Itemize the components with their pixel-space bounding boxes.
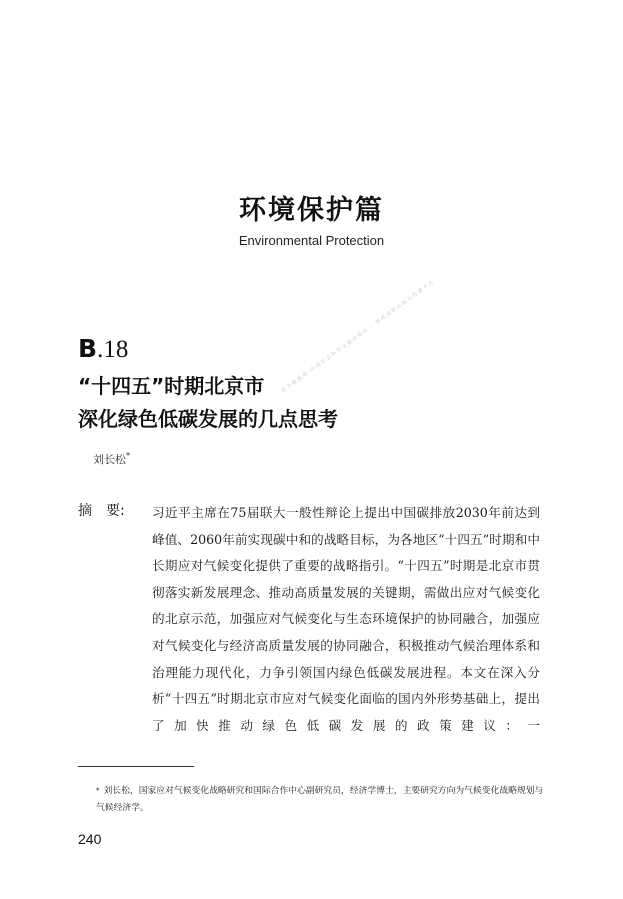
article-title-line-2: 深化绿色低碳发展的几点思考 xyxy=(78,407,338,431)
author-footnote-mark: * xyxy=(126,451,130,461)
report-code xyxy=(78,334,128,364)
footnote xyxy=(96,783,544,817)
article-title xyxy=(78,370,338,436)
footnote-text: 刘长松，国家应对气候变化战略研究和国际合作中心副研究员，经济学博士，主要研究方向为气候变化战略规划与气候经济学。 xyxy=(96,786,544,813)
article-title-line-1: “十四五”时期北京市 xyxy=(78,374,265,398)
watermark: 皮书数据库·中国社会科学文献出版社 · 智库成果出版与传播平台 xyxy=(280,279,437,395)
footnote-mark: * xyxy=(96,787,100,795)
report-code-number: .18 xyxy=(97,336,129,363)
author-name: 刘长松 xyxy=(93,453,126,466)
abstract-text: 习近平主席在75届联大一般性辩论上提出中国碳排放2030年前达到峰值、2060年前实现碳中和的战略目标，为各地区“十四五”时期和中长期应对气候变化提供了重要的战略指引。“十四五”时期是北京市贯彻落实新发展理念、推动高质量发展的关键期，需做出应对气候变化的北京示范，加强应对气候变化与生态环境保护的协同融合，加强应对气候变化与经济高质量发展的协同融合，积极推动气候治理体系和治理能力现代化，力争引领国内绿色低碳发展进程。本文在深入分析“十四五”时期北京市应对气候变化面临的国内外形势基础上，提出了加快推动绿色低碳发展的政策建议：一 xyxy=(152,505,540,733)
author xyxy=(93,451,130,467)
footnote-divider xyxy=(78,766,194,767)
section-title: 环境保护篇 xyxy=(239,195,384,226)
page-number: 240 xyxy=(78,831,102,847)
abstract-label: 摘 要: xyxy=(78,503,125,519)
report-code-letter: B xyxy=(78,334,98,363)
section-subtitle: Environmental Protection xyxy=(238,233,385,248)
